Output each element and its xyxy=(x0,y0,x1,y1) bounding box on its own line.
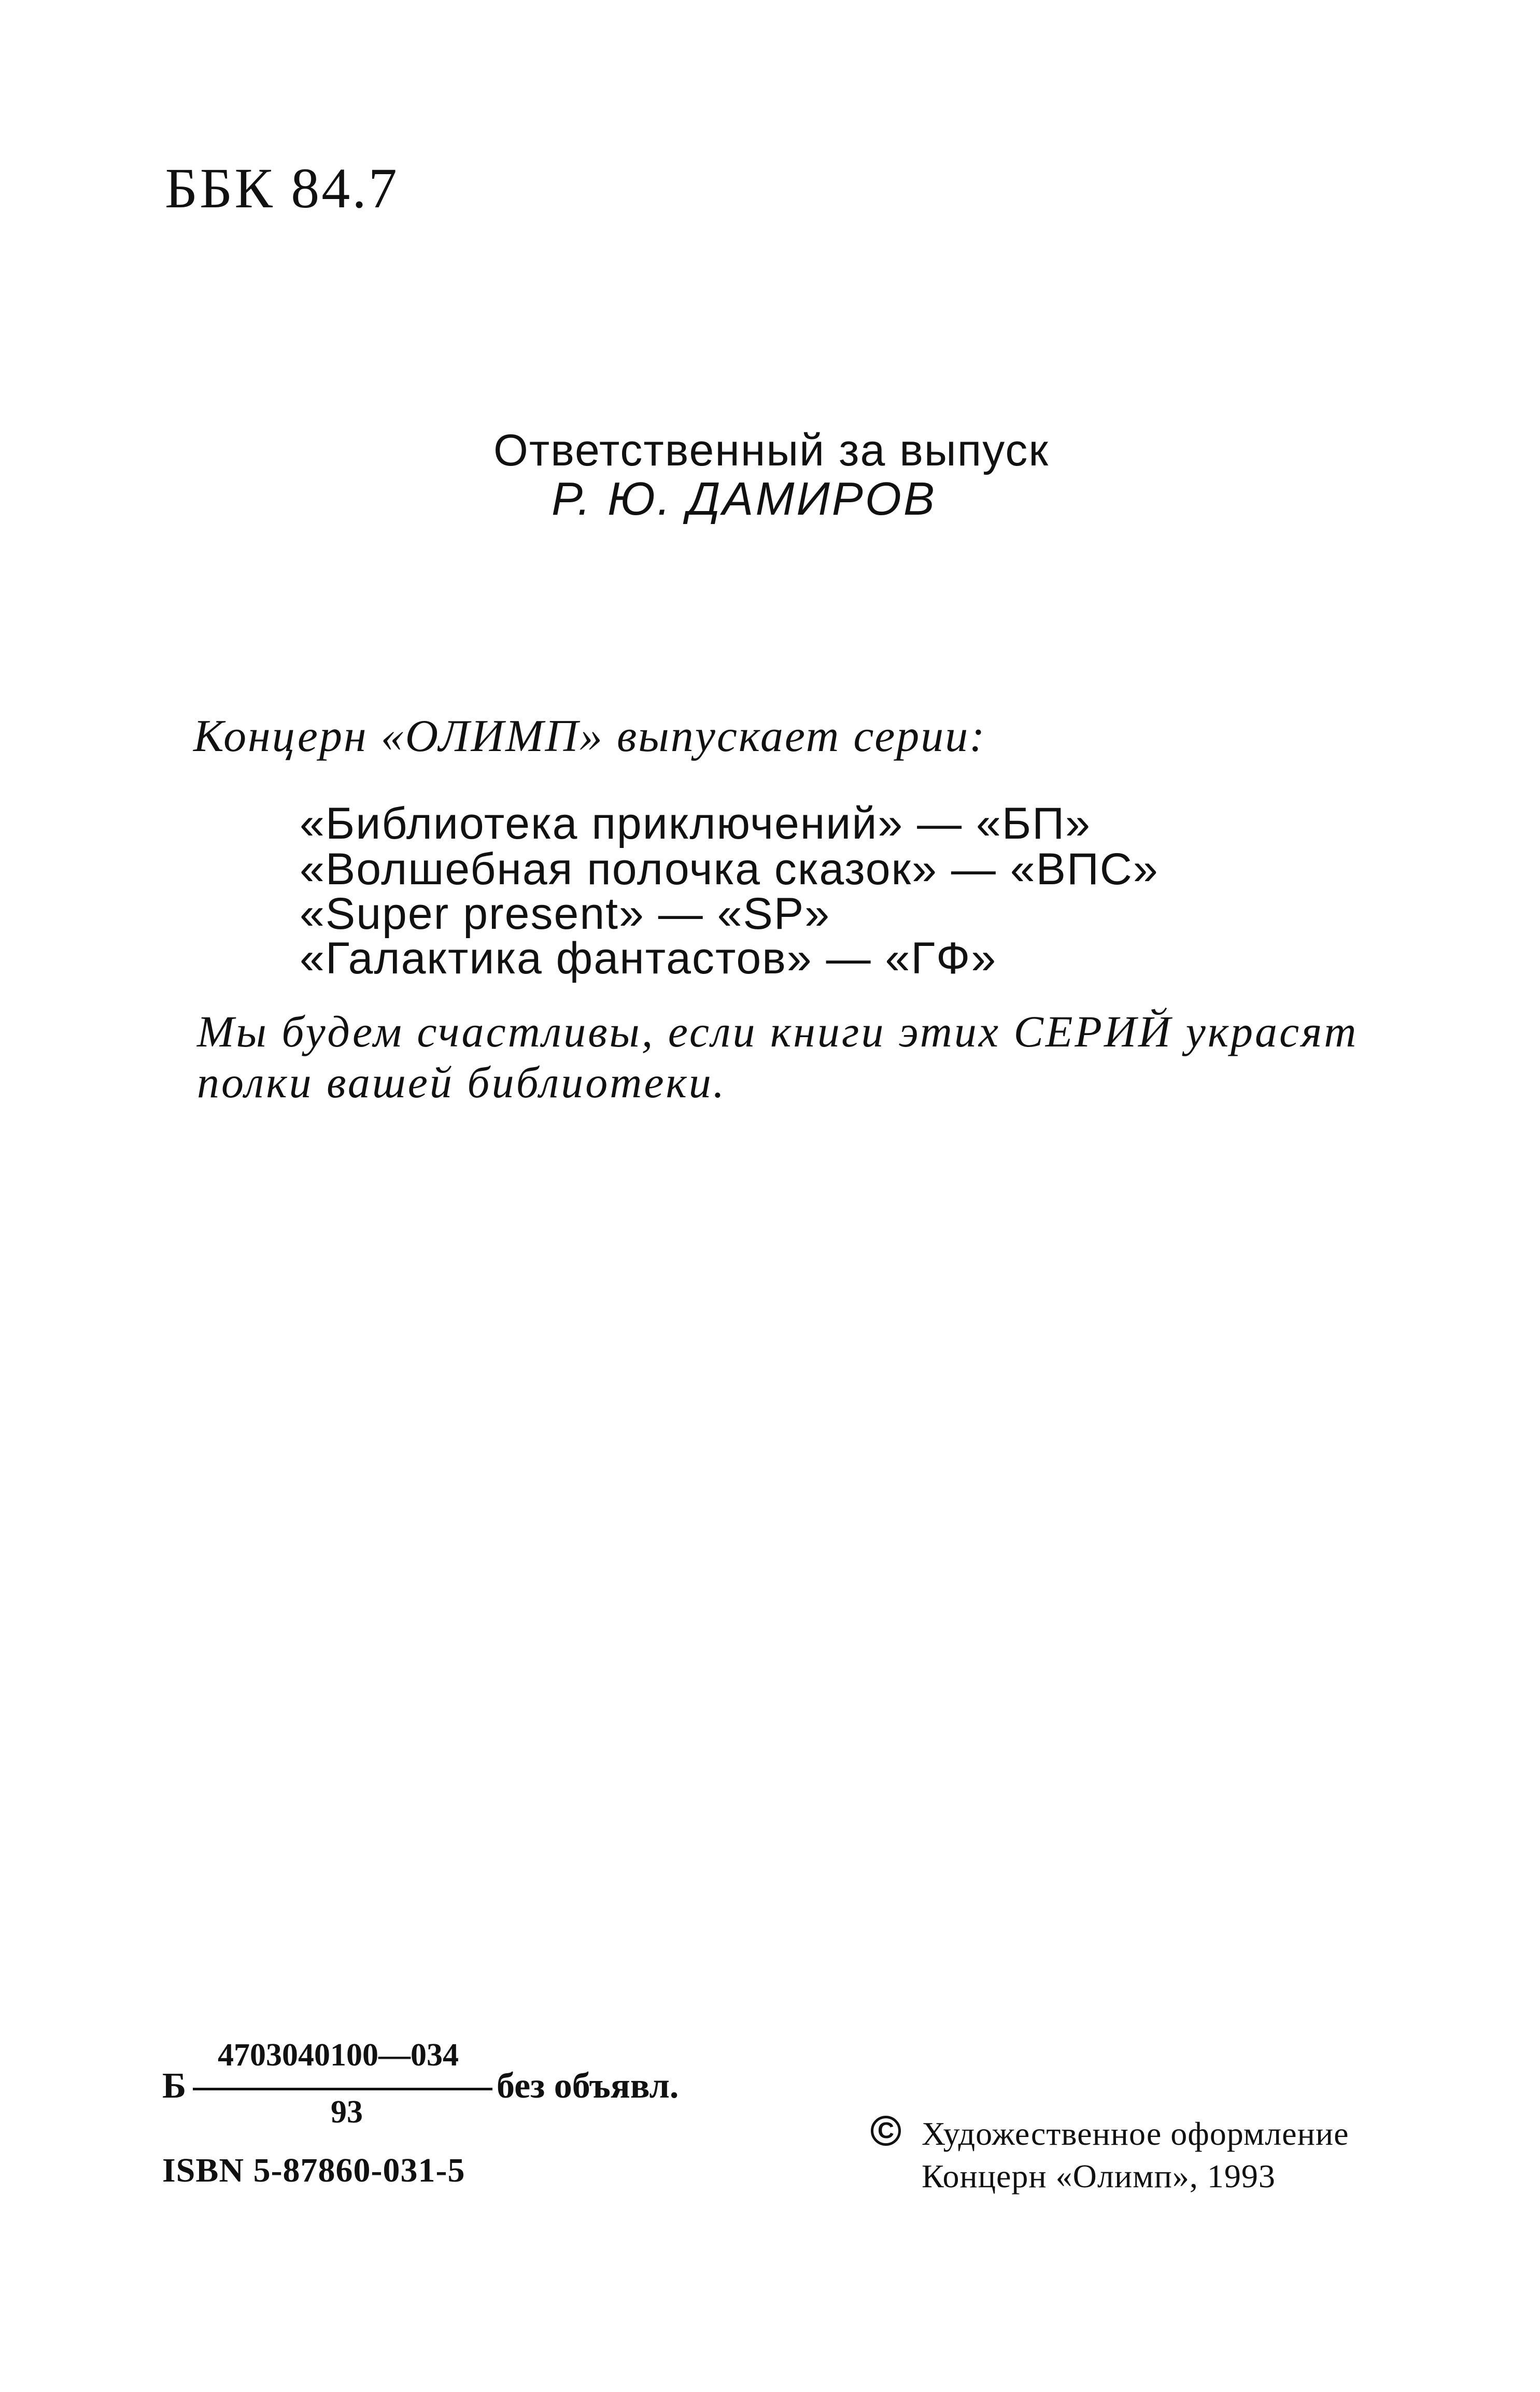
bbk-code: ББК 84.7 xyxy=(165,157,399,220)
responsible-name: Р. Ю. ДАМИРОВ xyxy=(552,473,937,525)
isbn: ISBN 5-87860-031-5 xyxy=(162,2152,465,2189)
fraction-divider xyxy=(193,2088,492,2090)
copyright-line-2: Концерн «Олимп», 1993 xyxy=(922,2158,1276,2195)
series-heading: Концерн «ОЛИМП» выпускает серии: xyxy=(193,711,986,761)
copyright-line-1: Художественное оформление xyxy=(922,2115,1349,2152)
imprint-numerator: 4703040100—034 xyxy=(218,2037,459,2073)
series-item: «Библиотека приключений» — «БП» xyxy=(300,799,1091,848)
imprint-suffix: без объявл. xyxy=(497,2066,679,2106)
series-item: «Галактика фантастов» — «ГФ» xyxy=(300,933,997,983)
imprint-denominator: 93 xyxy=(331,2094,363,2130)
responsible-label: Ответственный за выпуск xyxy=(493,426,1049,475)
series-item: «Super present» — «SP» xyxy=(300,889,831,939)
imprint-prefix: Б xyxy=(162,2066,187,2106)
series-item: «Волшебная полочка сказок» — «ВПС» xyxy=(300,844,1159,894)
closing-line-2: полки вашей библиотеки. xyxy=(197,1057,727,1107)
copyright-icon: C xyxy=(871,2116,901,2146)
closing-line-1: Мы будем счастливы, если книги этих СЕРИЙ украсят xyxy=(197,1007,1359,1056)
